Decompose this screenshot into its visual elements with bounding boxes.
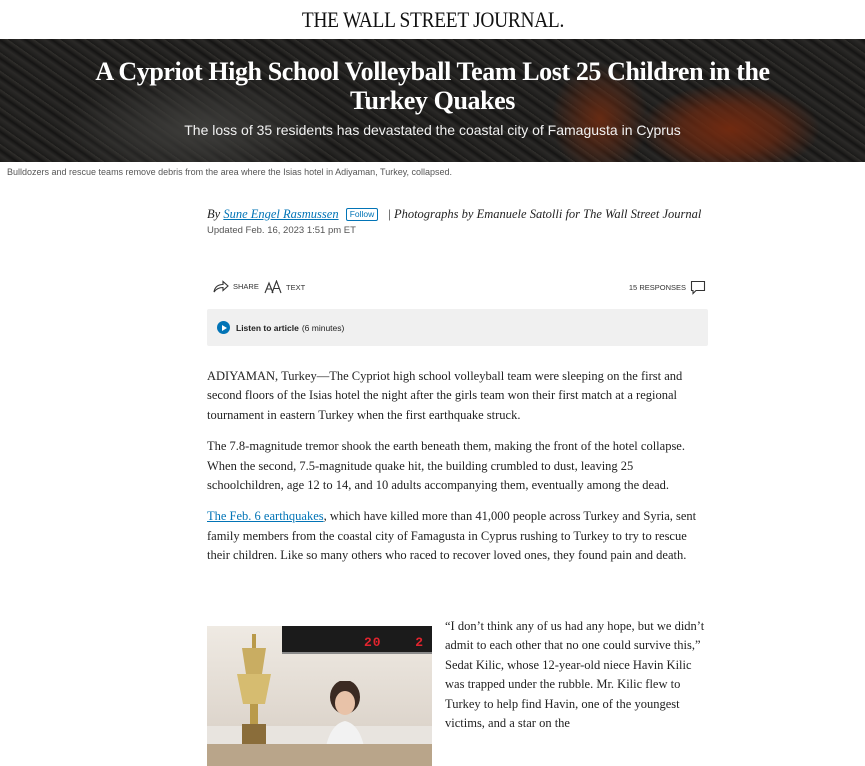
article-toolbar (207, 278, 708, 298)
paragraph-4: “I don’t think any of us had any hope, but we didn’t admit to each other that no one could survive this,” Sedat Kilic, whose 12-year-old niece Havin Kilic was trapped under the rubble. Mr. Kilic flew to Turkey to help find Havin, one of the youngest victims, and a star on the (445, 619, 705, 731)
share-label: SHARE (233, 282, 259, 291)
earthquakes-link[interactable]: The Feb. 6 earthquakes (207, 509, 324, 524)
play-icon[interactable] (217, 321, 230, 334)
wsj-logo[interactable]: THE WALL STREET JOURNAL. (301, 6, 564, 32)
text-size-icon (264, 280, 282, 294)
text-label: TEXT (286, 282, 306, 292)
article-body (207, 367, 708, 731)
share-arrow-icon (213, 280, 229, 293)
byline-by: By (207, 207, 221, 221)
paragraph-3 (207, 507, 708, 565)
byline (207, 206, 708, 222)
hero-text (0, 57, 865, 138)
responses-label: 15 RESPONSES (628, 283, 686, 292)
updated-timestamp: Updated Feb. 16, 2023 1:51 pm ET (207, 225, 356, 236)
photo-credit: | Photographs by Emanuele Satolli for The Wall Street Journal (387, 207, 702, 221)
photo-caption: Bulldozers and rescue teams remove debris from the area where the Isias hotel in Adiyaman, Turkey, collapsed. (7, 167, 453, 177)
follow-button[interactable]: Follow (346, 208, 379, 221)
scoreboard-left: 20 (364, 635, 382, 650)
listen-to-article-bar[interactable] (207, 309, 708, 346)
listen-label: Listen to article (236, 322, 299, 333)
floor (207, 744, 432, 766)
comment-icon (690, 280, 706, 295)
responses-button[interactable] (629, 280, 706, 295)
paragraph-1: ADIYAMAN, Turkey—The Cypriot high school volleyball team were sleeping on the first and second floors of the Isias hotel the night after the girls team won their first match at a regional tournament in eastern Turkey when the first earthquake struck. (207, 369, 683, 422)
hero-image (0, 39, 865, 162)
paragraph-3-text: , which have killed more than 41,000 people across Turkey and Syria, sent family members from the coastal city of Famagusta in Cyprus rushing to Turkey to try to rescue their children. Like so many others who raced to recover loved ones, they found pain and death. (207, 509, 697, 563)
dek: The loss of 35 residents has devastated the coastal city of Famagusta in Cyprus (184, 122, 681, 138)
headline: A Cypriot High School Volleyball Team Lost 25 Children in the Turkey Quakes (95, 57, 770, 115)
scoreboard-right: 2 (415, 635, 424, 650)
scoreboard (282, 626, 432, 654)
share-button[interactable] (213, 280, 259, 293)
article (207, 206, 708, 731)
text-size-button[interactable] (264, 280, 305, 294)
paragraph-2: The 7.8-magnitude tremor shook the earth beneath them, making the front of the hotel collapse. When the second, 7.5-magnitude quake hit, the building crumbled to dust, leaving 25 schoolchildren, age 12 to 14, and 10 adults accompanying them, eventually among the dead. (207, 439, 685, 493)
masthead (0, 0, 865, 39)
listen-duration: (6 minutes) (301, 322, 345, 333)
trophy-icon (234, 634, 274, 744)
article-photo[interactable] (207, 626, 432, 766)
author-link[interactable]: Sune Engel Rasmussen (223, 207, 339, 221)
